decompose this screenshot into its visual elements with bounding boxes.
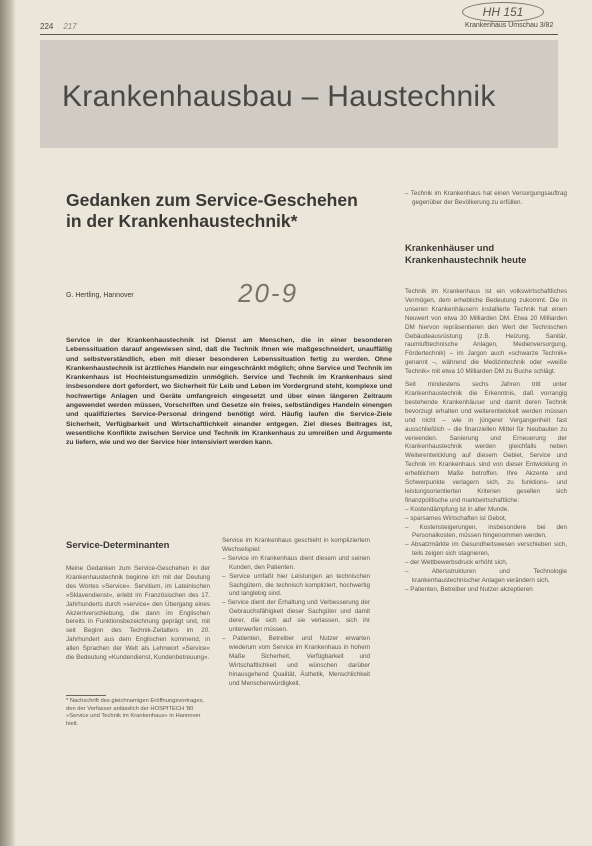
col3-paragraph-2: Seit mindestens sechs Jahren tritt unter Krankenhaustechnik die Erkenntnis, daß vorrangig bestehende Krankenhäuser und damit deren Technik bevorzugt erhalten und weiterentwickelt werden müssen und nicht – wie in jüngerer Vergangenheit fast ausschließlich – die finanziellen Mittel für Neubauten zu verwenden. Sanierung und Erneuerung der Krankenhaustechnik werden gleichfalls neben Weiterentwicklung auf diesem Gebiet, Service und Technik im Krankenhaus sind von dieser Entwicklung in erheblichem Maße betroffen. Ihre Akzente und Schwerpunkte verlagern sich, zu funktions- und leistungsorientierten Kriterien gesellen sich finanzpolitische und marktwirtschaftliche: <box>405 381 567 504</box>
col3-list <box>405 506 567 595</box>
list-item: – Technik im Krankenhaus hat einen Versorgungsauftrag gegenüber der Bevölkerung zu erfüllen. <box>405 190 567 208</box>
col2-intro: Service im Krankenhaus geschieht in kompliziertem Wechselspiel: <box>222 537 370 553</box>
journal-name: Krankenhaus Umschau 3/82 <box>465 22 554 29</box>
list-item: – Patienten, Betreiber und Nutzer akzeptieren <box>405 586 567 595</box>
list-item: – der Wettbewerbsdruck erhöht sich, <box>405 559 567 568</box>
list-item: – Kostensteigerungen, insbesondere bei den Personalkosten, müssen hingenommen werden, <box>405 524 567 542</box>
col2 <box>222 537 370 688</box>
col3-top-list <box>405 190 567 208</box>
list-item: – Altersstrukturen und Technologie krankenhaustechnischer Anlagen verändern sich, <box>405 568 567 586</box>
article-title: Gedanken zum Service-Geschehen in der Krankenhaustechnik* <box>66 190 358 231</box>
list-item: – Service im Krankenhaus dient diesem und seinen Kunden, den Patienten. <box>222 555 370 573</box>
page-number-scribble: 217 <box>63 22 77 31</box>
col3-top <box>405 190 567 208</box>
handwritten-note: 20-9 <box>238 278 299 308</box>
list-item: – Patienten, Betreiber und Nutzer erwarten wiederum vom Service im Krankenhaus in hohem Maße Sicherheit, Verfügbarkeit und Wirtschaftlichkeit und wünschen darüber hinausgehend Qualität, Ästhetik, Menschlichkeit und Menschenwürdigkeit. <box>222 635 370 688</box>
list-item: – sparsames Wirtschaften ist Gebot, <box>405 515 567 524</box>
page-header-left <box>40 22 77 31</box>
section-title: Krankenhausbau – Haustechnik <box>62 80 496 113</box>
col1-body: Meine Gedanken zum Service-Geschehen in der Krankenhaustechnik beginne ich mit der Deutung des Wortes »Service«. Servitium, im Lateinischen »Sklavendienst«, erlebt im Französischen des 17. Jahrhunderts durch »service« den Übergang eines Akzentverschiebung, die dann im Englischen bereits in Funktionsbezeichnung geprägt und, mit seit Beginn des Technik-Zeitalters im 20. Jahrhundert aus dem Englischen kommend, in allen Sprachen der Welt als Lehnwort »Service« die Bedeutung »Kundendienst, Kundenbetreuung«. <box>66 565 210 662</box>
col3-body <box>405 288 567 595</box>
footnote: * Nachschrift des gleichnamigen Eröffnungsvortrages, den der Verfasser anlässlich der HOSPITECH '80 »Service und Technik im Krankenhaus« in Hannover hielt. <box>66 698 205 727</box>
col3-paragraph-1: Technik im Krankenhaus ist ein volkswirtschaftliches Vermögen, dem erhebliche Bedeutung zukommt. Die in unseren Krankenhäusern installierte Technik hat einen Neuwert von etwa 30 Milliarden DM. Etwa 20 Milliarden DM hiervon repräsentieren den Wert der Technischen Gebäudeausrüstung (z.B. Heizung, Sanitär, raumlufttechnische Anlagen, Medienversorgung, Fördertechnik) – im Jargon auch »schwarze Technik« genannt –, während die Medizintechnik oder »weiße Technik« mit etwa 10 Milliarden DM zu Buche schlägt. <box>405 288 567 376</box>
col1-heading: Service-Determinanten <box>66 540 170 551</box>
header-rule <box>40 34 558 35</box>
list-item: – Service umfaßt hier Leistungen an technischen Sachgütern, die technisch kompliziert, hochwertig und langlebig sind. <box>222 573 370 600</box>
list-item: – Service dient der Erhaltung und Verbesserung der Gebrauchsfähigkeit dieser Sachgüter und damit derer, die sich auf sie verlassen, sich ihr unterwerfen müssen. <box>222 599 370 635</box>
col3-heading: Krankenhäuser und Krankenhaustechnik heute <box>405 243 527 266</box>
footnote-rule <box>66 695 106 696</box>
article-author: G. Hertling, Hannover <box>66 292 134 299</box>
list-item: – Kostendämpfung ist in aller Munde, <box>405 506 567 515</box>
page-binding-shadow <box>0 0 16 846</box>
page-number: 224 <box>40 22 54 31</box>
article-abstract: Service in der Krankenhaustechnik ist Dienst am Menschen, die in einer besonderen Lebenssituation darauf angewiesen sind, daß die Technik ihnen wie maßgeschneidert, unauffällig und selbstverständlich, eben mit dieser besonderen Lebenssituation fertig zu werden. Ohne Krankenhaustechnik ist ärztliches Handeln nur eingeschränkt möglich; ohne Service und Technik im Krankenhaus ist Hochleistungsmedizin unmöglich. Service und Technik im Krankenhaus sind insbesondere dort gefordert, wo Sicherheit für Leib und Leben im Vordergrund steht, komplexe und hochwertige Anlagen und Geräte umfangreich eingesetzt und über einen längeren Zeitraum angewendet werden müssen, Vorschriften und Gesetze ein freies, selbständiges Handeln einengen und qualifiziertes Service-Personal dringend benötigt wird. Häufig laufen die Service-Ziele Sicherheit, Verfügbarkeit und Wirtschaftlichkeit einander entgegen. Ziel dieses Beitrages ist, wesentliche Konflikte zwischen Service und Technik im Krankenhaus zu umreißen und Argumente zu liefern, wie und wo der Service hier intensiviert werden kann. <box>66 337 392 447</box>
archive-stamp: HH 151 <box>462 2 544 22</box>
list-item: – Absatzmärkte im Gesundheitswesen verschieben sich, teils zeigen sich stagnieren, <box>405 541 567 559</box>
col2-list <box>222 555 370 689</box>
